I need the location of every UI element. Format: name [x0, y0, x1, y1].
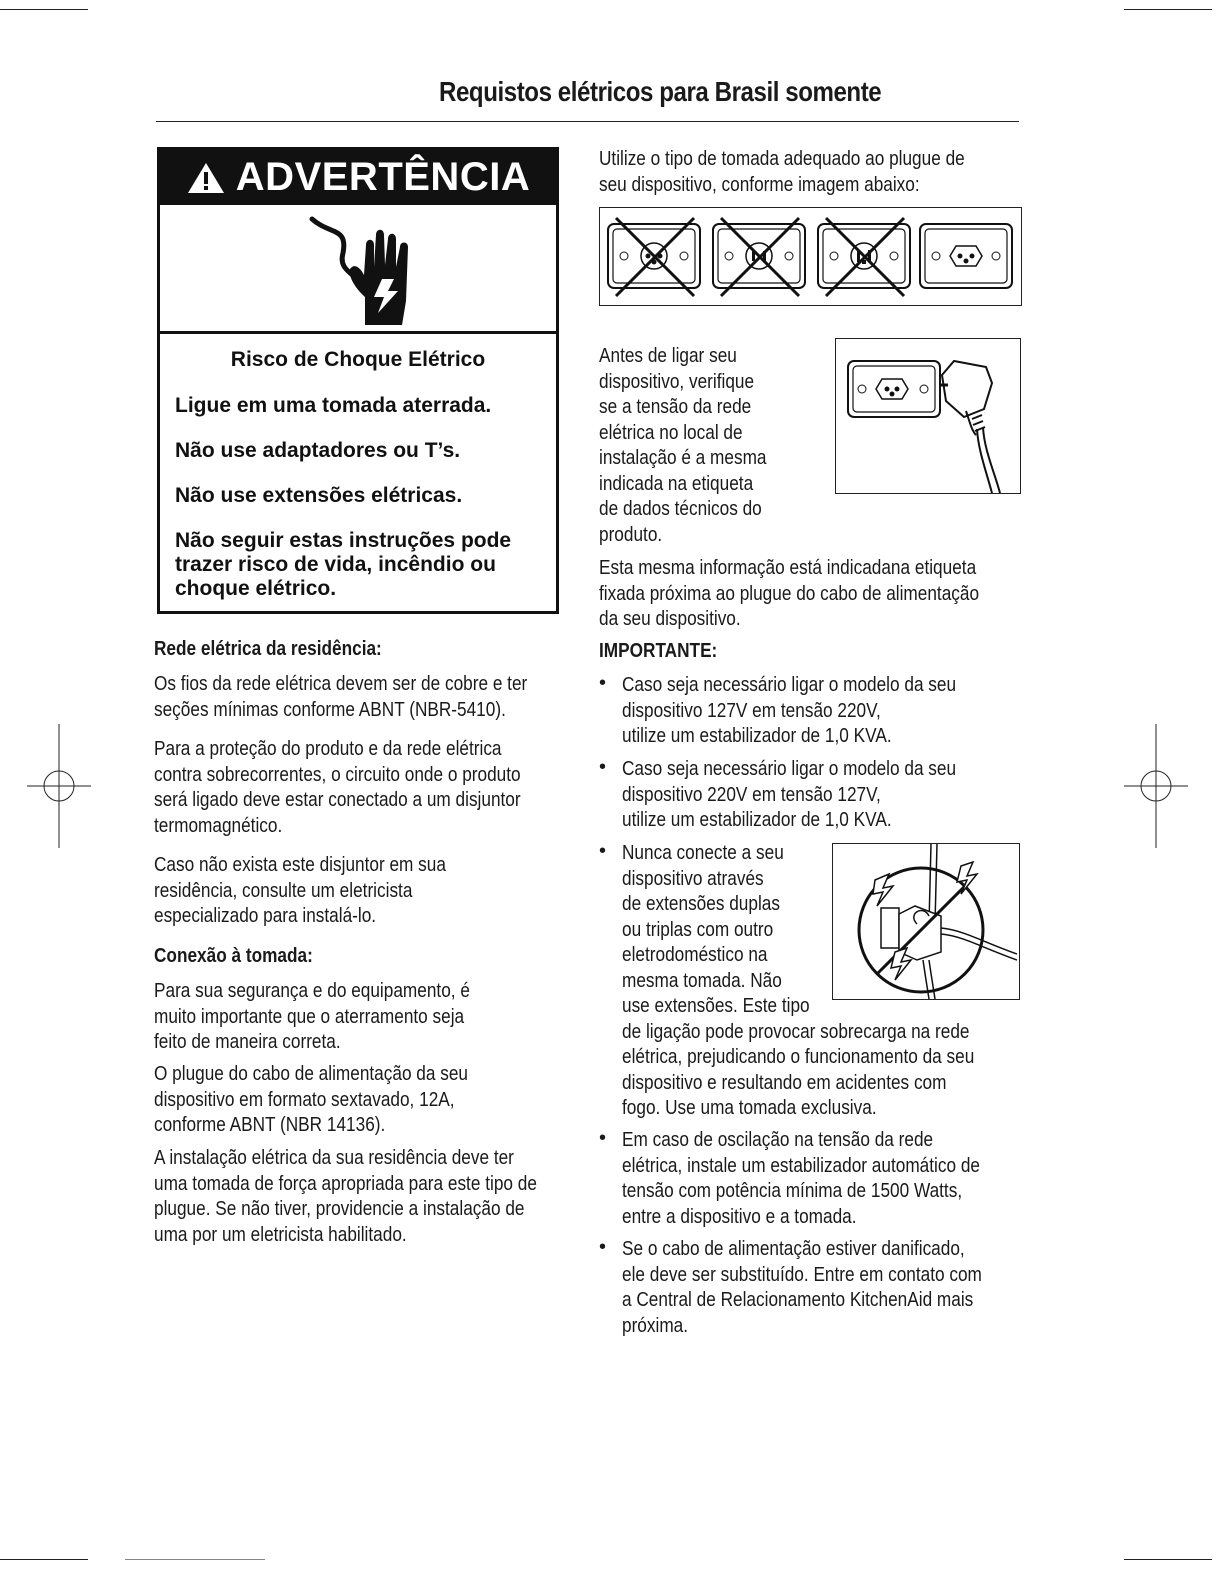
registration-mark-right — [1124, 724, 1188, 848]
warning-line: Não seguir estas instruções pode — [175, 529, 512, 552]
paragraph: Para sua segurança e do equipamento, é muito importante que o aterramento seja feito de maneira correta. — [154, 979, 470, 1053]
no-extension-illustration — [833, 844, 1019, 999]
paragraph: Esta mesma informação está indicadana etiqueta fixada próxima ao plugue do cabo de alimentação da seu dispositivo. — [599, 556, 980, 630]
warning-subtitle: Risco de Choque Elétrico — [230, 348, 486, 371]
warning-box — [157, 147, 559, 614]
bullet-item: Se o cabo de alimentação estiver danificado, ele deve ser substituído. Entre em contato com a Central de Relacionamento KitchenAid mais próxima. — [622, 1237, 982, 1337]
shock-hazard-picture — [160, 205, 556, 334]
warning-header — [160, 150, 556, 205]
outlet-types-illustration — [600, 208, 1021, 305]
section-heading-connection: Conexão à tomada: — [154, 944, 313, 967]
warning-line: Não use adaptadores ou T’s. — [175, 439, 461, 462]
warning-line: Ligue em uma tomada aterrada. — [175, 394, 492, 417]
registration-mark-left — [27, 724, 91, 848]
bullet-item: Caso seja necessário ligar o modelo da seu dispositivo 220V em tensão 127V, utilize um estabilizador de 1,0 KVA. — [622, 757, 957, 831]
paragraph: Antes de ligar seu dispositivo, verifique se a tensão da rede elétrica no local de instalação é a mesma indicada na etiqueta de dados técnicos do produto. — [599, 344, 767, 546]
outlet-types-figure — [599, 207, 1022, 306]
paragraph: Caso não exista este disjuntor em sua residência, consulte um eletricista especializado para instalá-lo. — [154, 853, 446, 927]
extension-warning-figure — [832, 843, 1020, 1000]
bullet-symbol: • — [599, 672, 607, 694]
bullet-item: Em caso de oscilação na tensão da rede elétrica, instale um estabilizador automático de tensão com potência mínima de 1500 Watts, entre a dispositivo e a tomada. — [622, 1128, 980, 1228]
section-heading-network: Rede elétrica da residência: — [154, 637, 382, 660]
electric-shock-hand-icon — [160, 205, 556, 331]
warning-text — [160, 334, 556, 601]
plug-outlet-figure — [835, 338, 1021, 494]
warning-line: choque elétrico. — [175, 577, 337, 600]
warning-heading: ADVERTÊNCIA — [235, 155, 531, 199]
warning-triangle-icon — [186, 161, 226, 195]
paragraph: Para a proteção do produto e da rede elétrica contra sobrecorrentes, o circuito onde o produto será ligado deve estar conectado a um disjuntor termomagnético. — [154, 737, 521, 837]
bullet-item: Nunca conecte a seu dispositivo através de extensões duplas ou triplas com outro eletrodoméstico na mesma tomada. Não use extensões. Este tipo de ligação pode provocar sobrecarga na rede elétrica, prejudicando o funcionamento da seu dispositivo e resultando em acidentes com fogo. Use uma tomada exclusiva. — [622, 841, 975, 1119]
warning-line: Não use extensões elétricas. — [175, 484, 463, 507]
paragraph: O plugue do cabo de alimentação da seu dispositivo em formato sextavado, 12A, conforme ABNT (NBR 14136). — [154, 1062, 469, 1136]
bullet-symbol: • — [599, 1236, 607, 1258]
paragraph: Os fios da rede elétrica devem ser de cobre e ter seções mínimas conforme ABNT (NBR-5410). — [154, 672, 528, 721]
crop-mark — [125, 1559, 265, 1560]
bullet-symbol: • — [599, 840, 607, 862]
crop-mark — [1124, 9, 1212, 10]
bullet-symbol: • — [599, 1127, 607, 1149]
page-title: Requistos elétricos para Brasil somente — [438, 76, 882, 107]
crop-mark — [0, 9, 88, 10]
crop-mark — [0, 1559, 88, 1560]
warning-line: trazer risco de vida, incêndio ou — [175, 553, 496, 576]
paragraph: Utilize o tipo de tomada adequado ao plugue de seu dispositivo, conforme imagem abaixo: — [599, 147, 965, 196]
paragraph: A instalação elétrica da sua residência deve ter uma tomada de força apropriada para este tipo de plugue. Se não tiver, providencie a instalação de uma por um eletricista habilitado. — [154, 1146, 537, 1246]
plug-outlet-illustration — [836, 339, 1020, 493]
important-heading: IMPORTANTE: — [599, 639, 718, 662]
crop-mark — [1124, 1559, 1212, 1560]
bullet-item: Caso seja necessário ligar o modelo da seu dispositivo 127V em tensão 220V, utilize um estabilizador de 1,0 KVA. — [622, 673, 957, 747]
bullet-symbol: • — [599, 756, 607, 778]
title-rule — [156, 121, 1019, 122]
